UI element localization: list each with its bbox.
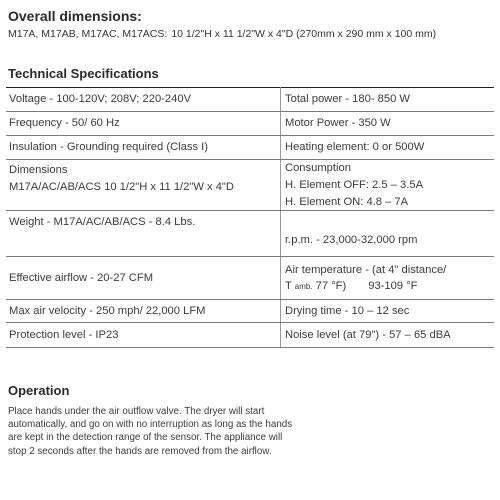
operation-title: Operation (8, 383, 70, 398)
air-temperature-cell (281, 257, 495, 300)
specifications-table (6, 87, 494, 348)
table-row (6, 136, 494, 160)
table-row (6, 211, 494, 257)
dimensions-value: M17A/AC/AB/ACS 10 1/2"H x 11 1/2"W x 4"D (9, 180, 234, 193)
air-temperature-amb-label: amb. (294, 282, 313, 292)
operation-text: Place hands under the air outflow valve. The dryer will start automatically, and go on with no interruption as long as the hands are kept in the detection range of the sensor. The appliance will stop 2 seconds after the hands are removed from the airflow. (8, 406, 293, 457)
overall-dimensions-models: M17A, M17AB, M17AC, M17ACS: (8, 28, 168, 40)
table-row (6, 300, 494, 323)
technical-specifications-title: Technical Specifications (8, 66, 159, 81)
rpm-value: r.p.m. - 23,000-32,000 rpm (285, 234, 418, 247)
consumption-on: H. Element ON: 4.8 – 7A (285, 195, 409, 208)
air-temperature-amb-value: 77 °F) (315, 280, 347, 293)
heating-element-cell: Heating element: 0 or 500W (281, 136, 495, 160)
consumption-label: Consumption (285, 162, 351, 174)
noise-level-cell: Noise level (at 79") - 57 – 65 dBA (281, 323, 495, 348)
overall-dimensions-title: Overall dimensions: (8, 8, 142, 24)
table-row (6, 160, 494, 211)
drying-time-cell: Drying time - 10 – 12 sec (281, 300, 495, 323)
voltage-cell: Voltage - 100-120V; 208V; 220-240V (6, 88, 281, 112)
air-temperature-range: 93-109 °F (368, 280, 418, 293)
air-temperature-label: Air temperature - (at 4" distance/ (285, 263, 447, 276)
overall-dimensions-line (8, 28, 436, 40)
motor-power-cell: Motor Power - 350 W (281, 112, 495, 136)
air-temperature-values (285, 278, 491, 295)
protection-cell: Protection level - IP23 (6, 323, 281, 348)
table-row (6, 112, 494, 136)
air-temperature-t: T (285, 280, 292, 293)
consumption-cell (281, 160, 495, 211)
dimensions-cell (6, 160, 281, 211)
dimensions-label: Dimensions (9, 164, 68, 176)
velocity-cell: Max air velocity - 250 mph/ 22,000 LFM (6, 300, 281, 323)
airflow-cell: Effective airflow - 20-27 CFM (6, 257, 281, 300)
insulation-cell: Insulation - Grounding required (Class I) (6, 136, 281, 160)
frequency-cell: Frequency - 50/ 60 Hz (6, 112, 281, 136)
table-row (6, 323, 494, 348)
consumption-off: H. Element OFF: 2.5 – 3.5A (285, 178, 424, 191)
table-row (6, 257, 494, 300)
rpm-cell (281, 211, 495, 257)
total-power-cell: Total power - 180- 850 W (281, 88, 495, 112)
overall-dimensions-value: 10 1/2"H x 11 1/2"W x 4"D (270mm x 290 mm x 100 mm) (171, 28, 437, 40)
table-row (6, 88, 494, 112)
weight-cell: Weight - M17A/AC/AB/ACS - 8.4 Lbs. (6, 211, 281, 257)
